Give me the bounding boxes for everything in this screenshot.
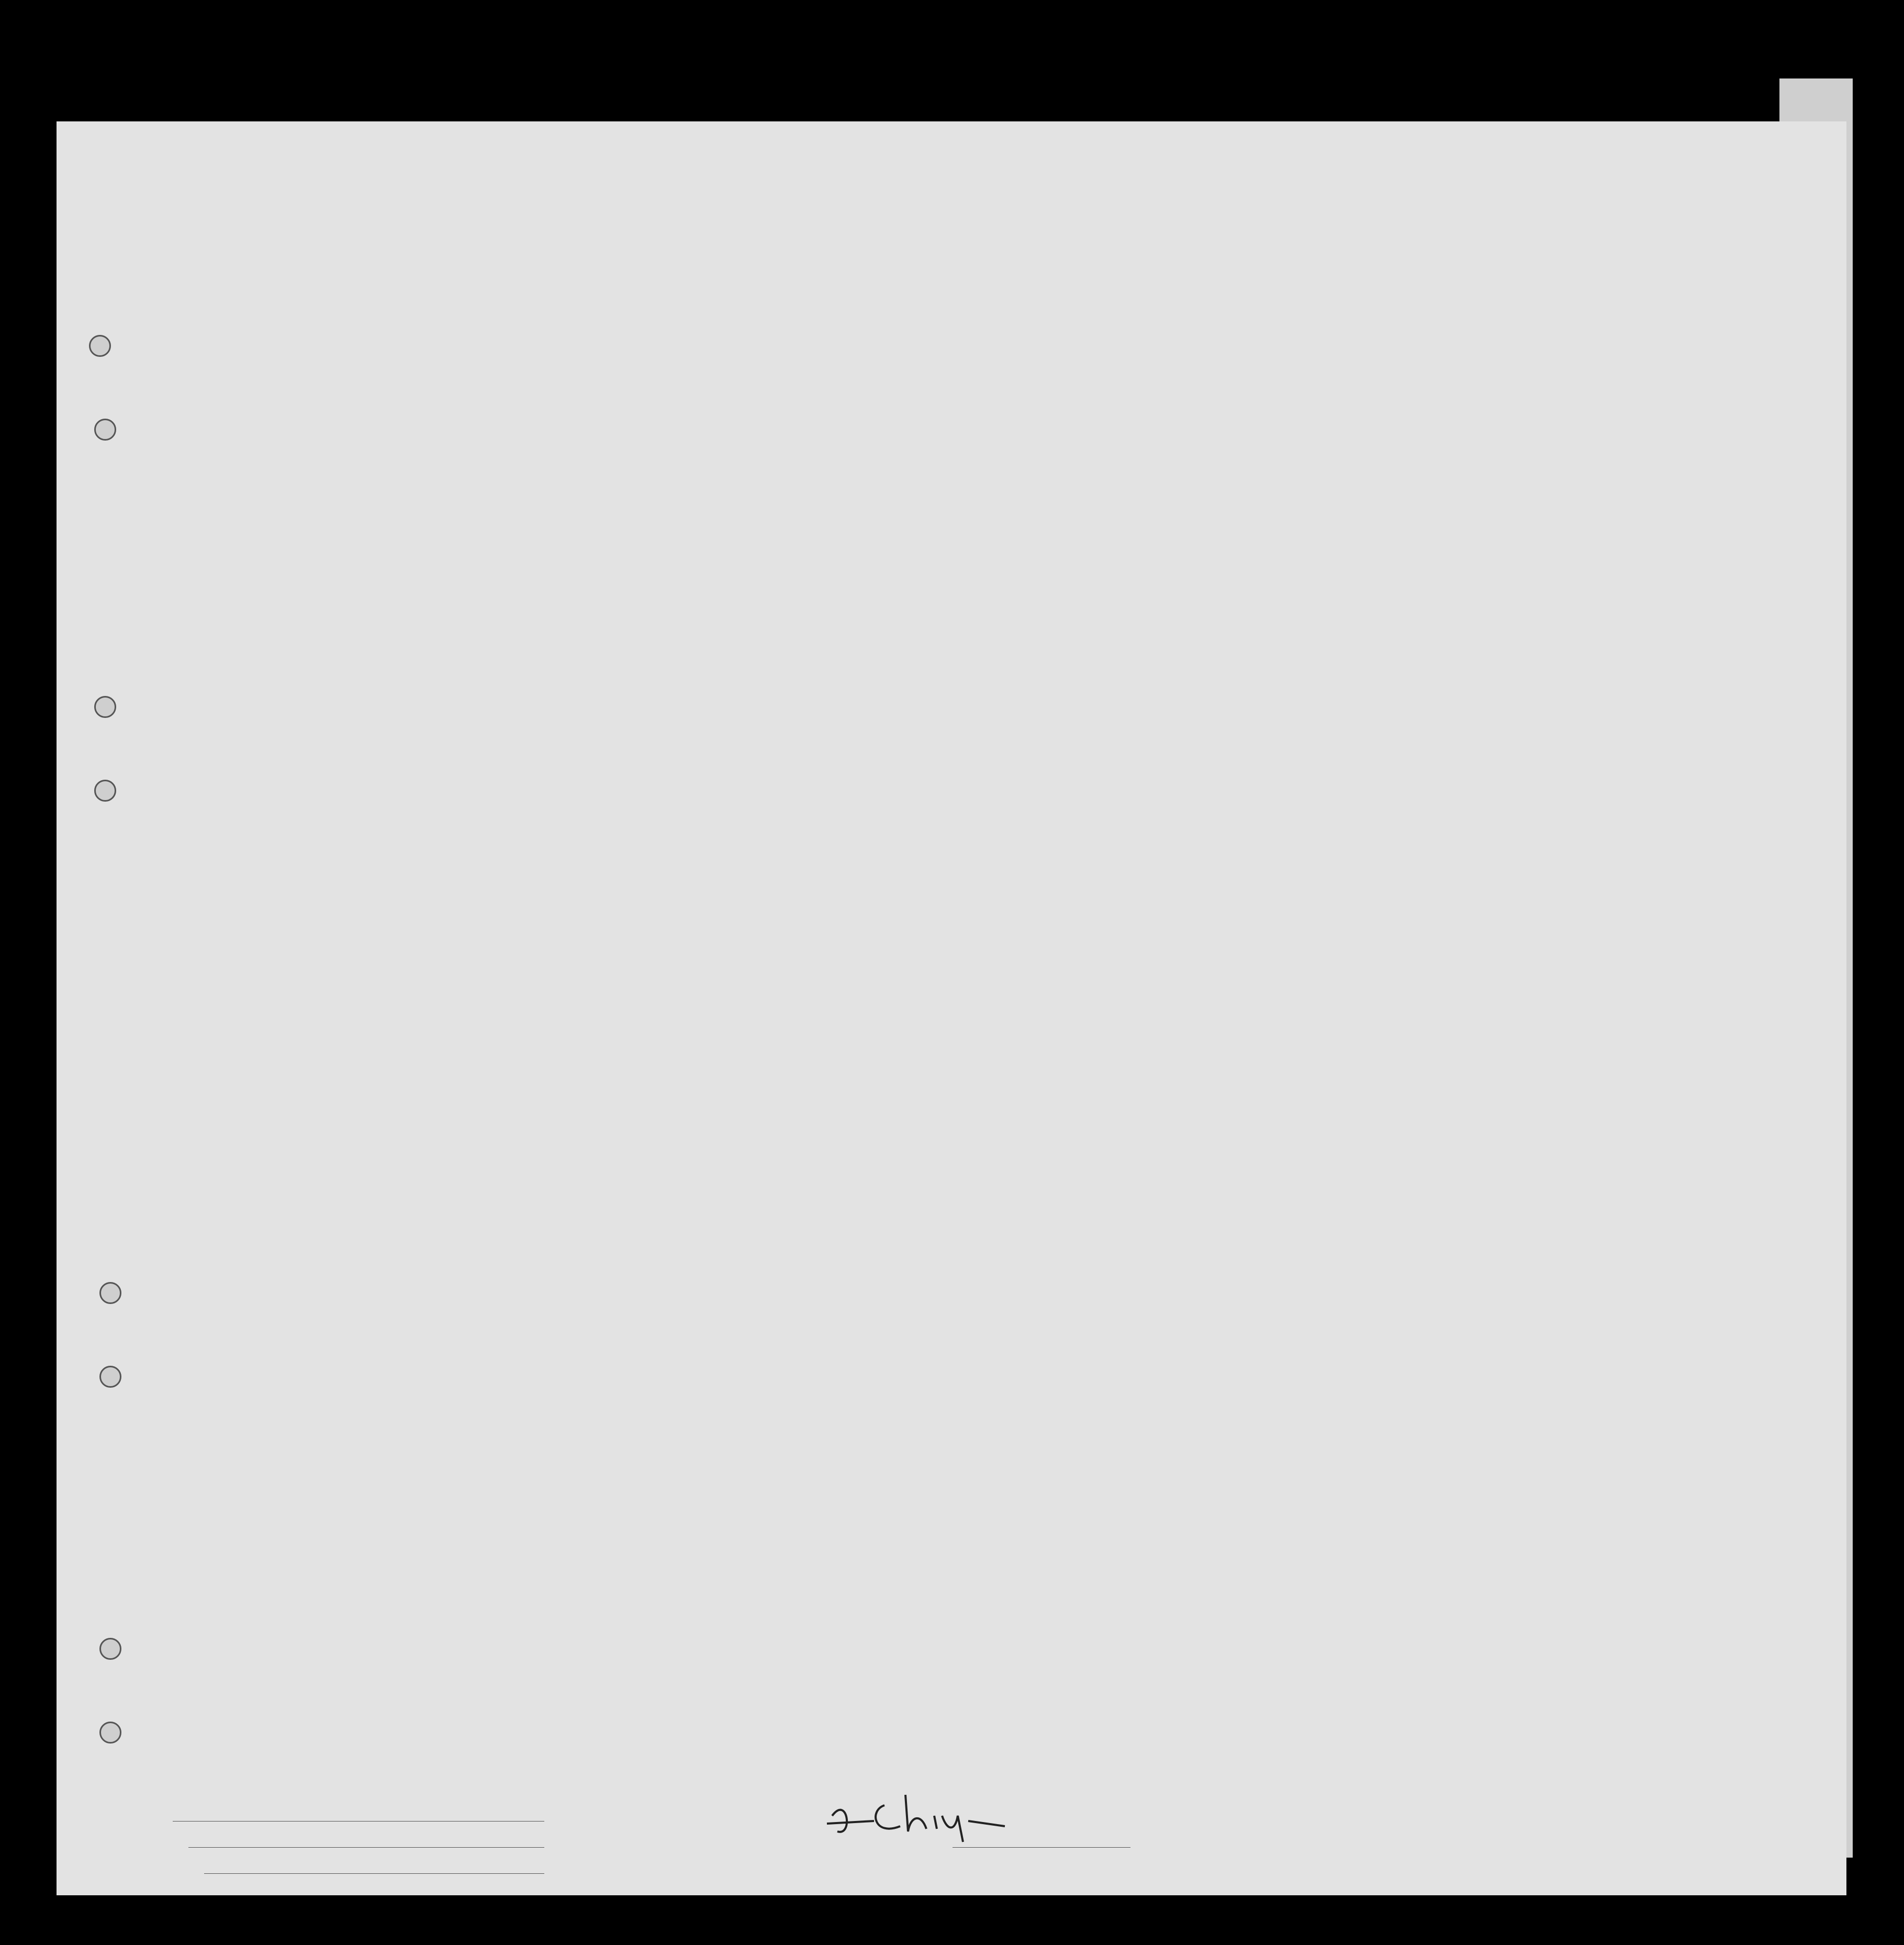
vessel-line: [209, 322, 351, 345]
owners-field: [188, 1847, 544, 1848]
binder-hole-icon: [94, 780, 116, 802]
binder-hole-icon: [99, 1366, 121, 1388]
binder-hole-icon: [94, 696, 116, 718]
inspector-signature-line: [953, 1847, 1130, 1848]
agents-field: [204, 1873, 544, 1874]
binder-hole-icon: [99, 1722, 121, 1744]
manifest-sheet: [57, 121, 1846, 1895]
line-field: [173, 1821, 544, 1822]
inspector-signature: [816, 1784, 1047, 1847]
binder-hole-icon: [89, 335, 111, 357]
binder-hole-icon: [94, 419, 116, 441]
binder-hole-icon: [99, 1638, 121, 1660]
binder-hole-icon: [99, 1282, 121, 1304]
